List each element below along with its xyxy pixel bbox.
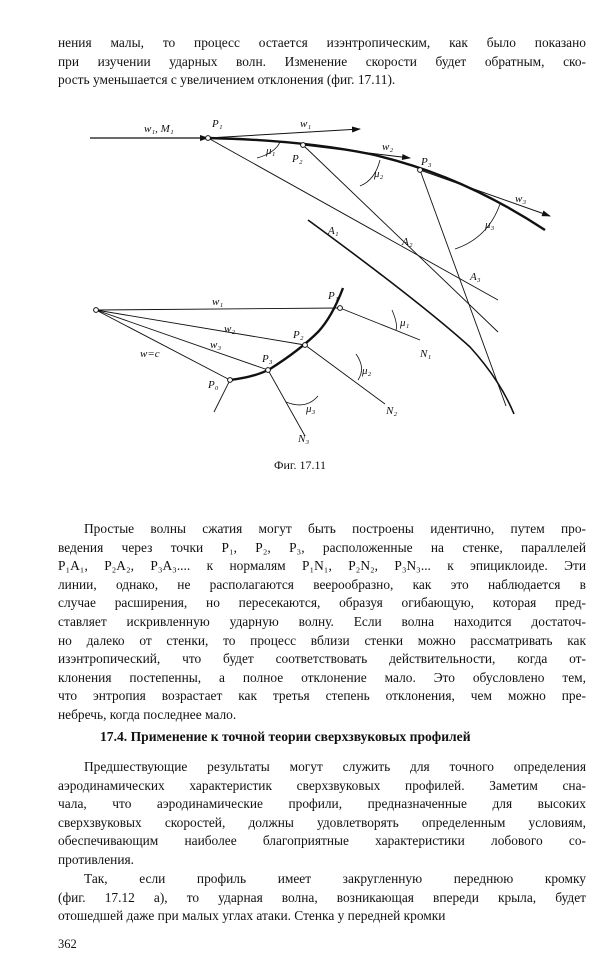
label-n2: N₂	[386, 405, 398, 417]
normal-p2-n2	[305, 345, 385, 404]
label-w2: w₂	[382, 141, 394, 153]
line-p1-a1	[208, 138, 498, 300]
text-line: небречь, когда последнее мало.	[58, 706, 237, 722]
point-p1	[206, 136, 211, 141]
label-a3: A₃	[470, 271, 481, 283]
label-mu2: μ₂	[374, 168, 384, 180]
line-p3-a3	[420, 170, 506, 406]
label-p3: P₃	[262, 353, 273, 365]
text-line: что энтропия возрастает как третья степень отклонения, чем можно пре-	[58, 688, 586, 704]
label-mu1: μ₁	[400, 317, 410, 329]
label-p1: P₁	[328, 290, 339, 302]
figure-caption: Фиг. 17.11	[273, 458, 327, 472]
label-w3: w₃	[515, 193, 527, 205]
point-p3	[266, 368, 271, 373]
body-paragraph	[58, 520, 586, 725]
label-mu3: μ₃	[485, 219, 495, 231]
label-p2: P₂	[292, 153, 303, 165]
figure-17-11	[0, 112, 600, 472]
angle-mu1-arc	[392, 310, 397, 330]
page-number: 362	[58, 937, 77, 951]
section-heading: 17.4. Применение к точной теории сверхзвуковых профилей	[100, 729, 471, 744]
line-w3	[96, 310, 268, 370]
text-line: обеспечивающим наиболее благоприятные характеристики лобового со-	[58, 833, 586, 849]
label-wc: w=c	[140, 348, 160, 360]
section-paragraph	[58, 758, 586, 870]
point-p1	[338, 306, 343, 311]
text-line: ведения через точки P₁, P₂, P₃, расположенные на стенке, параллелей	[58, 539, 586, 555]
text-line: но далеко от стенки, то процесс вблизи стенки можно рассматривать как	[58, 632, 586, 648]
top-paragraph	[58, 34, 586, 90]
text-line: сверхзвуковых скоростей, должны удовлетворять определенным условиям,	[58, 814, 586, 830]
direction-w3-arrow	[420, 170, 550, 216]
label-w1: w₁	[300, 118, 312, 130]
label-w3: w₃	[210, 339, 222, 351]
label-n3: N₃	[298, 433, 310, 445]
text-line: Простые волны сжатия могут быть построены идентично, путем про-	[84, 521, 586, 536]
line-w1	[96, 308, 340, 310]
line-w2	[96, 310, 305, 345]
label-mu3: μ₃	[306, 403, 316, 415]
angle-mu2-arc	[356, 354, 362, 380]
final-paragraph	[58, 870, 586, 926]
origin-point	[94, 308, 99, 313]
upper-labels	[144, 118, 526, 283]
normal-p3-n3	[268, 370, 305, 436]
label-p3: P₃	[421, 156, 432, 168]
label-w1-m1: w₁, M₁	[144, 123, 174, 135]
label-p0: P₀	[208, 379, 219, 391]
text-line: аэродинамических характеристик сверхзвуковых профилей. Заметим сна-	[58, 777, 586, 793]
direction-w1-arrow	[208, 129, 360, 138]
upper-diagram	[90, 129, 550, 414]
text-line: ставляет искривленную ударную волну. Если волна находится достаточ-	[58, 613, 586, 629]
text-line: чала, что аэродинамические профили, предназначенные для высоких	[58, 796, 586, 812]
lower-diagram	[94, 288, 420, 436]
label-p2: P₂	[293, 329, 304, 341]
text-line: Так, если профиль имеет закругленную переднюю кромку	[84, 871, 586, 886]
text-line: нения малы, то процесс остается изэнтропическим, как было показано	[58, 35, 586, 50]
text-line: линии, однако, не располагаются веерообразно, как это наблюдается в	[58, 576, 586, 592]
label-p1: P₁	[212, 118, 223, 130]
text-line: Предшествующие результаты могут служить для точного определения	[84, 759, 586, 774]
label-w1: w₁	[212, 296, 224, 308]
text-line: (фиг. 17.12 а), то ударная волна, возникающая впереди крыла, будет	[58, 889, 586, 905]
lower-labels	[140, 290, 431, 445]
epicycloid-curve	[230, 288, 343, 380]
label-mu2: μ₂	[362, 365, 372, 377]
label-a1: A₁	[328, 225, 339, 237]
label-a2: A₂	[402, 236, 413, 248]
text-line: отошедшей даже при малых углах атаки. Стенка у передней кромки	[58, 908, 446, 924]
text-line: противления.	[58, 851, 135, 867]
label-w2: w₂	[224, 323, 236, 335]
point-p2	[303, 343, 308, 348]
point-p0	[228, 378, 233, 383]
text-line: случае расширения, но пересекаются, образуя огибающую, которая пред-	[58, 595, 586, 611]
text-line: клонения постепенны, а полное отклонение мало. Это обусловлено тем,	[58, 669, 586, 685]
label-mu1: μ₁	[266, 145, 276, 157]
text-line: рость уменьшается с увеличением отклонения (фиг. 17.11).	[58, 72, 396, 88]
point-p2	[301, 143, 306, 148]
text-line: при изучении ударных волн. Изменение скорости будет обратным, ско-	[58, 53, 586, 69]
text-line: изэнтропический, что будет соответствовать действительности, когда от-	[58, 651, 586, 667]
text-line: P₁A₁, P₂A₂, P₃A₃.... к нормалям P₁N₁, P₂N₂, P₃N₃... к эпициклоиде. Эти	[58, 558, 586, 574]
label-n1: N₁	[420, 348, 432, 360]
point-p3	[418, 168, 423, 173]
